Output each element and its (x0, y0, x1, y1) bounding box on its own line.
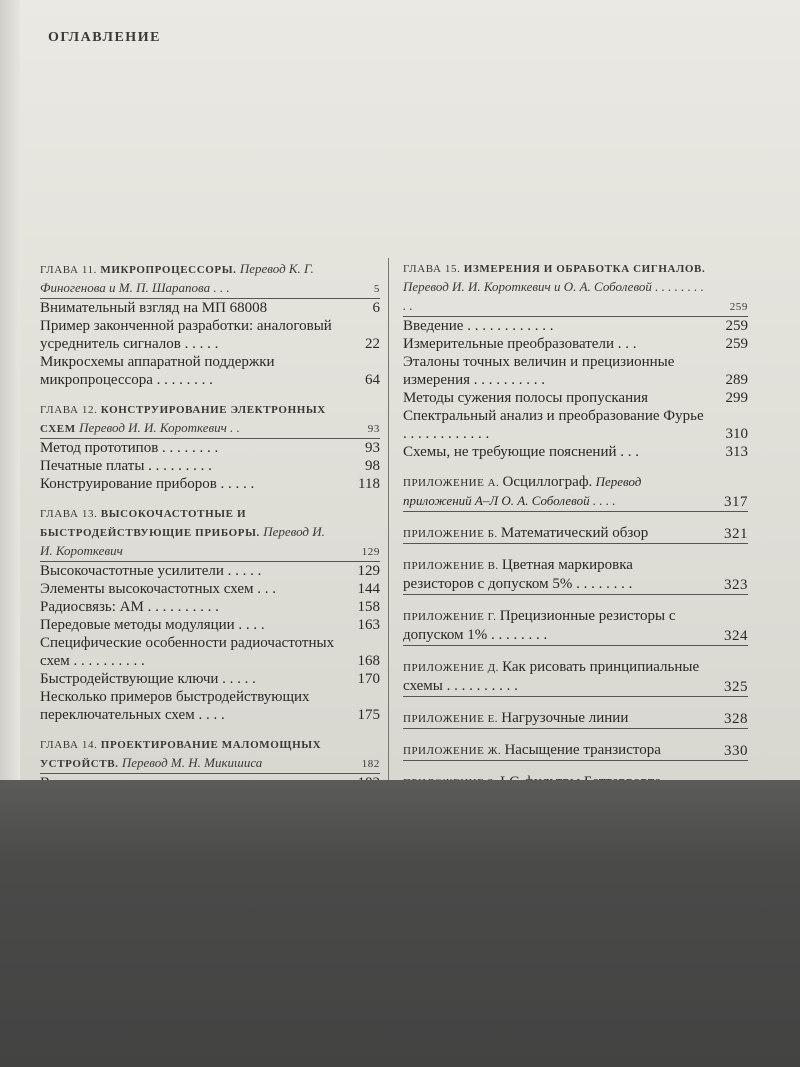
appendix-title: Осциллограф. (502, 474, 593, 490)
appendix-title: Цветная маркировка резисторов с допуском 5% . . . . . . . . (403, 557, 633, 592)
appendix-entry (403, 741, 748, 760)
chapter-title: ПРОЕКТИРОВАНИЕ МАЛОМОЩНЫХ УСТРОЙСТВ. (40, 739, 322, 770)
appendix-label: ПРИЛОЖЕНИЕ Ж. (403, 745, 502, 757)
page-number: 98 (365, 458, 380, 474)
chapter-heading (40, 401, 380, 438)
appendix-block (403, 709, 748, 729)
entry-text: Внимательный взгляд на МП 68008 (40, 300, 268, 316)
chapter-heading (40, 260, 380, 298)
page-number: 168 (357, 653, 380, 669)
toc-entry (403, 389, 748, 407)
appendix-entry (403, 556, 748, 594)
chapter-block (40, 260, 380, 389)
appendix-rule (403, 511, 748, 512)
chapter-heading (40, 736, 380, 773)
toc-entry (40, 317, 380, 353)
entry-text: Несколько примеров быстродействующих переключательных схем . . . . (40, 689, 310, 723)
page-number: 93 (365, 440, 380, 456)
toc-entry (40, 475, 380, 493)
page-number: 182 (361, 758, 380, 770)
entry-text: Пример законченной разработки: аналоговый усреднитель сигналов . . . . . (40, 318, 332, 352)
page-number: 129 (361, 546, 380, 558)
appendix-entry (403, 709, 748, 728)
toc-entry (40, 580, 380, 598)
appendix-label: ПРИЛОЖЕНИЕ Б. (403, 528, 498, 540)
page-number: 163 (357, 617, 380, 633)
chapter-number: ГЛАВА 15. (403, 263, 461, 275)
entry-text: Высокочастотные усилители . . . . . (40, 563, 262, 579)
entry-text: Радиосвязь: АМ . . . . . . . . . . (40, 599, 219, 615)
appendix-rule (403, 760, 748, 761)
chapter-translator: Перевод К. Г. Финогенова и М. П. Шарапова . . . (40, 261, 314, 295)
page-number: 313 (725, 444, 748, 460)
toc-entry (403, 443, 748, 461)
page-number: 321 (724, 526, 748, 542)
entry-text: Измерительные преобразователи . . . (403, 336, 637, 352)
page-number: 325 (724, 679, 748, 695)
chapter-translator: Перевод И. И. Короткевич (40, 524, 325, 558)
chapter-block (40, 401, 380, 493)
appendix-label: ПРИЛОЖЕНИЕ Д. (403, 662, 499, 674)
page-number: 118 (358, 476, 380, 492)
page-number: 64 (365, 372, 380, 388)
page-title: ОГЛАВЛЕНИЕ (48, 30, 161, 45)
page-number: 5 (373, 283, 380, 295)
appendix-entry (403, 524, 748, 543)
entry-text: Печатные платы . . . . . . . . . (40, 458, 212, 474)
page-number: 93 (367, 423, 380, 435)
appendix-entry (403, 658, 748, 696)
appendix-label: ПРИЛОЖЕНИЕ Г. (403, 611, 497, 623)
toc-entry (40, 598, 380, 616)
page-number: 22 (365, 336, 380, 352)
entry-text: Быстродействующие ключи . . . . . (40, 671, 256, 687)
chapter-number: ГЛАВА 14. (40, 739, 98, 751)
entry-text: Микросхемы аппаратной поддержки микропроцессора . . . . . . . . (40, 354, 275, 388)
appendix-entry (403, 473, 748, 511)
entry-text: Введение . . . . . . . . . . . . (403, 318, 554, 334)
chapter-translator: Перевод И. И. Короткевич и О. А. Соболевой . . . . . . . . . . (403, 279, 704, 313)
appendix-translator: Перевод приложений А–Л О. А. Соболевой . . . . (403, 474, 642, 508)
toc-entry (40, 353, 380, 389)
toc-entry (40, 562, 380, 580)
page-number: 6 (372, 300, 380, 316)
entry-text: Схемы, не требующие пояснений . . . (403, 444, 640, 460)
page-number: 259 (725, 318, 748, 334)
toc-entry (40, 670, 380, 688)
appendix-rule (403, 645, 748, 646)
entry-text: Методы сужения полосы пропускания (403, 390, 649, 406)
appendix-block (403, 524, 748, 544)
chapter-number: ГЛАВА 12. (40, 404, 98, 416)
entry-text: Спектральный анализ и преобразование Фурье . . . . . . . . . . . . (403, 408, 704, 442)
page-number: 170 (357, 671, 380, 687)
appendix-block (403, 556, 748, 595)
page-number: 259 (729, 301, 748, 313)
appendix-block (403, 473, 748, 512)
page-number: 158 (357, 599, 380, 615)
chapter-title: ВЫСОКОЧАСТОТНЫЕ И БЫСТРОДЕЙСТВУЮЩИЕ ПРИБОРЫ. (40, 508, 260, 539)
appendix-label: ПРИЛОЖЕНИЕ Е. (403, 713, 499, 725)
toc-entry (40, 299, 380, 317)
appendix-rule (403, 594, 748, 595)
chapter-block (40, 505, 380, 724)
page-number: 175 (357, 707, 380, 723)
page-number: 328 (724, 711, 748, 727)
toc-entry (40, 688, 380, 724)
entry-text: Эталоны точных величин и прецизионные измерения . . . . . . . . . . (403, 354, 675, 388)
dark-background (0, 780, 800, 1067)
toc-left-column (40, 260, 380, 804)
chapter-heading (403, 260, 748, 316)
toc-entry (40, 616, 380, 634)
entry-text: Передовые методы модуляции . . . . (40, 617, 265, 633)
page-number: 289 (725, 372, 748, 388)
appendix-label: ПРИЛОЖЕНИЕ А. (403, 477, 500, 489)
appendix-label: ПРИЛОЖЕНИЕ В. (403, 560, 499, 572)
toc-entry (40, 634, 380, 670)
toc-entry (403, 407, 748, 443)
toc-entry (403, 317, 748, 335)
page-number: 310 (725, 426, 748, 442)
chapter-title: КОНСТРУИРОВАНИЕ ЭЛЕКТРОННЫХ СХЕМ (40, 404, 326, 435)
appendix-title: Как рисовать принципиальные схемы . . . . . . . . . . (403, 659, 700, 694)
page-number: 259 (725, 336, 748, 352)
appendix-block (403, 607, 748, 646)
appendix-entry (403, 607, 748, 645)
chapter-number: ГЛАВА 13. (40, 508, 98, 520)
appendix-title: Насыщение транзистора (504, 742, 661, 758)
appendix-rule (403, 543, 748, 544)
chapter-title: МИКРОПРОЦЕССОРЫ. (100, 264, 237, 276)
chapter-block (403, 260, 748, 461)
entry-text: Специфические особенности радиочастотных схем . . . . . . . . . . (40, 635, 335, 669)
page-number: 299 (725, 390, 748, 406)
appendix-rule (403, 696, 748, 697)
appendix-block (403, 741, 748, 761)
page-number: 129 (357, 563, 380, 579)
appendix-title: Математический обзор (500, 525, 649, 541)
toc-entry (403, 353, 748, 389)
page-number: 317 (724, 494, 748, 510)
chapter-heading (40, 505, 380, 561)
toc-entry (40, 439, 380, 457)
chapter-translator: Перевод М. Н. Микишиса (121, 755, 263, 770)
appendix-title: Нагрузочные линии (501, 710, 629, 726)
toc-entry (403, 335, 748, 353)
toc-entry (40, 457, 380, 475)
entry-text: Метод прототипов . . . . . . . . (40, 440, 219, 456)
appendix-block (403, 658, 748, 697)
entry-text: Конструирование приборов . . . . . (40, 476, 255, 492)
page-number: 323 (724, 577, 748, 593)
column-divider (388, 258, 389, 780)
chapter-title: ИЗМЕРЕНИЯ И ОБРАБОТКА СИГНАЛОВ. (463, 263, 706, 275)
entry-text: Элементы высокочастотных схем . . . (40, 581, 277, 597)
page-number: 144 (357, 581, 380, 597)
chapter-translator: Перевод И. И. Короткевич . . (79, 420, 240, 435)
appendix-rule (403, 728, 748, 729)
page-number: 330 (724, 743, 748, 759)
appendix-title: Прецизионные резисторы с допуском 1% . . . . . . . . (403, 608, 676, 643)
chapter-number: ГЛАВА 11. (40, 264, 98, 276)
page-number: 324 (724, 628, 748, 644)
